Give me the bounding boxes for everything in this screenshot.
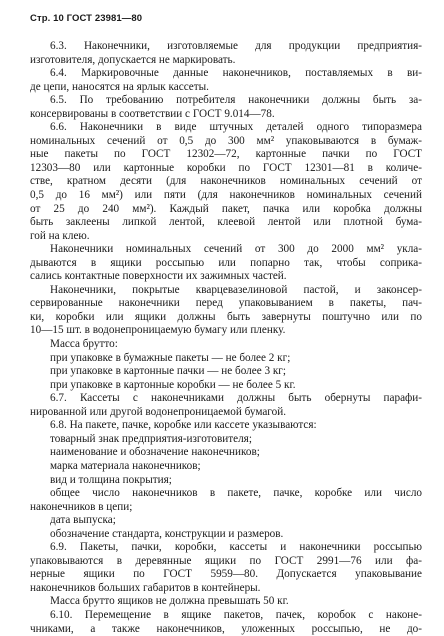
text-line: 6.10. Перемещение в ящике пакетов, пачек, коробок с наконе- [50,608,422,621]
paragraph [30,284,422,338]
text-line: Наконечники номинальных сечений от 300 до 2000 мм² укла- [50,243,422,256]
paragraph [30,365,422,379]
text-line: при упаковке в картонные коробки — не более 5 кг. [50,378,296,391]
paragraph [30,460,422,474]
text-line: сервированные наконечники перед упаковыванием в пакеты, пач- [30,297,422,310]
text-line: изготовителя, допускается не маркировать. [30,53,236,66]
paragraph [30,40,422,67]
paragraph [30,595,422,609]
text-line: упаковываются в деревянные ящики по ГОСТ 2991—76 или фа- [30,554,422,567]
text-line: нерные ящики по ГОСТ 5959—80. Допускается упаковывание [30,568,422,581]
text-line: 6.4. Маркировочные данные наконечников, поставляемых в ви- [50,67,422,80]
text-line: 6.8. На пакете, пачке, коробке или кассете указываются: [50,419,317,432]
text-line: ки, коробки или ящики должны быть завернуты поштучно или по [30,310,422,323]
text-line: товарный знак предприятия-изготовителя; [50,432,252,445]
text-line: 6.6. Наконечники в виде штучных деталей одного типоразмера [50,121,422,134]
paragraph [30,474,422,488]
text-line: стве, кратном десяти (для наконечников номинальных сечений от [30,175,422,188]
text-line: 6.3. Наконечники, изготовляемые для продукции предприятия- [50,40,422,52]
text-line: дата выпуска; [50,514,116,527]
text-line: 12303—80 или картонные коробки по ГОСТ 12301—81 в количе- [30,161,422,174]
paragraph [30,67,422,94]
text-line: чниками, а также наконечников, уложенных россыпью, не до- [30,622,422,635]
paragraph [30,446,422,460]
text-line: наконечников больших габаритов в контейнеры. [30,581,261,594]
paragraph [30,243,422,284]
text-line: обозначение стандарта, конструкции и размеров. [50,527,284,540]
paragraph [30,121,422,243]
text-line: вид и толщина покрытия; [50,473,172,486]
text-line: при упаковке в картонные пачки — не более 3 кг; [50,365,286,378]
text-line: де цепи, наносятся на ярлык кассеты. [30,80,209,93]
text-line: консервированы в соответствии с ГОСТ 9.014—78. [30,107,275,120]
text-line: наименование и обозначение наконечников; [50,446,260,459]
text-line: номинальных сечений от 0,5 до 300 мм² упаковываются в бумаж- [30,134,422,147]
text-line: ные пакеты по ГОСТ 12302—72, картонные пачки по ГОСТ [30,148,422,161]
text-line: дываются в ящики россыпью или попарно так, чтобы соприка- [30,256,422,269]
text-line: 6.7. Кассеты с наконечниками должны быть обернуты парафи- [50,392,422,405]
paragraph [30,433,422,447]
text-line: 0,5 до 16 мм²) или пяти (для наконечников номинальных сечений [30,189,422,202]
paragraph [30,352,422,366]
text-line: сались контактные поверхности их зажимных частей. [30,270,287,283]
paragraph [30,528,422,542]
paragraph [30,487,422,514]
document-body [30,40,422,636]
text-line: наконечников в цепи; [30,500,133,513]
paragraph [30,541,422,595]
paragraph [30,419,422,433]
paragraph [30,94,422,121]
text-line: при упаковке в бумажные пакеты — не более 2 кг; [50,351,291,364]
paragraph [30,338,422,352]
text-line: быть заклеены липкой лентой, клеевой лентой или плотной бума- [30,216,422,229]
text-line: Наконечники, покрытые кварцевазелиновой пастой, и законсер- [50,283,422,296]
paragraph [30,379,422,393]
text-line: нированной или другой водонепроницаемой бумагой. [30,405,286,418]
text-line: 6.5. По требованию потребителя наконечники должны быть за- [50,94,422,107]
text-line: марка материала наконечников; [50,459,201,472]
text-line: Масса брутто: [50,338,118,351]
text-line: Масса брутто ящиков не должна превышать 50 кг. [50,595,289,608]
text-line: от 25 до 240 мм²). Каждый пакет, пачка или коробка должны [30,202,422,215]
text-line: гой на клею. [30,229,90,242]
text-line: общее число наконечников в пакете, пачке, коробке или число [50,487,422,500]
text-line: 10—15 шт. в водонепроницаемую бумагу или пленку. [30,324,286,337]
paragraph [30,392,422,419]
page-header: Стр. 10 ГОСТ 23981—80 [30,13,143,24]
paragraph [30,514,422,528]
text-line: 6.9. Пакеты, пачки, коробки, кассеты и наконечники россыпью [50,541,422,554]
paragraph [30,609,422,636]
